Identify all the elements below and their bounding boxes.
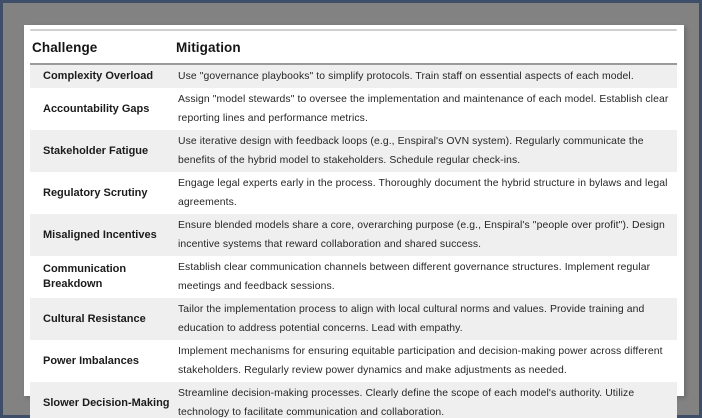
- mitigation-cell: Ensure blended models share a core, overarching purpose (e.g., Enspiral's "people over profit"). Design incentive systems that reward collaboration and shared success.: [178, 220, 665, 250]
- table-row: [30, 130, 677, 172]
- table-row: [30, 172, 677, 214]
- challenge-cell: Communication Breakdown: [43, 263, 127, 290]
- mitigation-cell: Establish clear communication channels between different governance structures. Implement regular meetings and feedback sessions.: [178, 262, 651, 292]
- column-header-mitigation: Mitigation: [176, 39, 241, 55]
- table-row: [30, 88, 677, 130]
- challenge-cell: Accountability Gaps: [43, 102, 150, 115]
- mitigation-cell: Use iterative design with feedback loops (e.g., Enspiral's OVN system). Regularly communicate the benefits of the hybrid model to stakeholders. Schedule regular check-ins.: [178, 136, 644, 166]
- column-header-challenge: Challenge: [32, 39, 98, 55]
- challenge-cell: Slower Decision-Making: [43, 396, 170, 409]
- table-row: [30, 298, 677, 340]
- table-row: [30, 256, 677, 298]
- challenge-mitigation-table: [30, 29, 677, 418]
- table-row: [30, 382, 677, 418]
- mitigation-cell: Streamline decision-making processes. Clearly define the scope of each model's authority. Utilize technology to facilitate communication and collaboration.: [178, 388, 635, 418]
- mitigation-cell: Engage legal experts early in the process. Thoroughly document the hybrid structure in bylaws and legal agreements.: [178, 178, 668, 208]
- challenge-cell: Complexity Overload: [43, 70, 154, 82]
- mitigation-cell: Use "governance playbooks" to simplify protocols. Train staff on essential aspects of each model.: [178, 71, 634, 82]
- slide-card: [24, 25, 684, 418]
- table-row: [30, 214, 677, 256]
- table-header-row: [30, 31, 677, 63]
- mitigation-cell: Implement mechanisms for ensuring equitable participation and decision-making power across different stakeholders. Regularly review power dynamics and make adjustments as needed.: [178, 346, 663, 376]
- table-row: [30, 340, 677, 382]
- challenge-cell: Regulatory Scrutiny: [43, 186, 148, 199]
- mitigation-cell: Assign "model stewards" to oversee the implementation and maintenance of each model. Establish clear reporting lines and performance metrics.: [178, 94, 669, 124]
- mitigation-cell: Tailor the implementation process to align with local cultural norms and values. Provide training and education to address potential concerns. Lead with empathy.: [178, 304, 645, 334]
- table-row: [30, 65, 677, 88]
- challenge-cell: Cultural Resistance: [43, 312, 146, 325]
- challenge-cell: Misaligned Incentives: [43, 228, 157, 241]
- challenge-cell: Power Imbalances: [43, 354, 139, 367]
- challenge-cell: Stakeholder Fatigue: [43, 144, 149, 157]
